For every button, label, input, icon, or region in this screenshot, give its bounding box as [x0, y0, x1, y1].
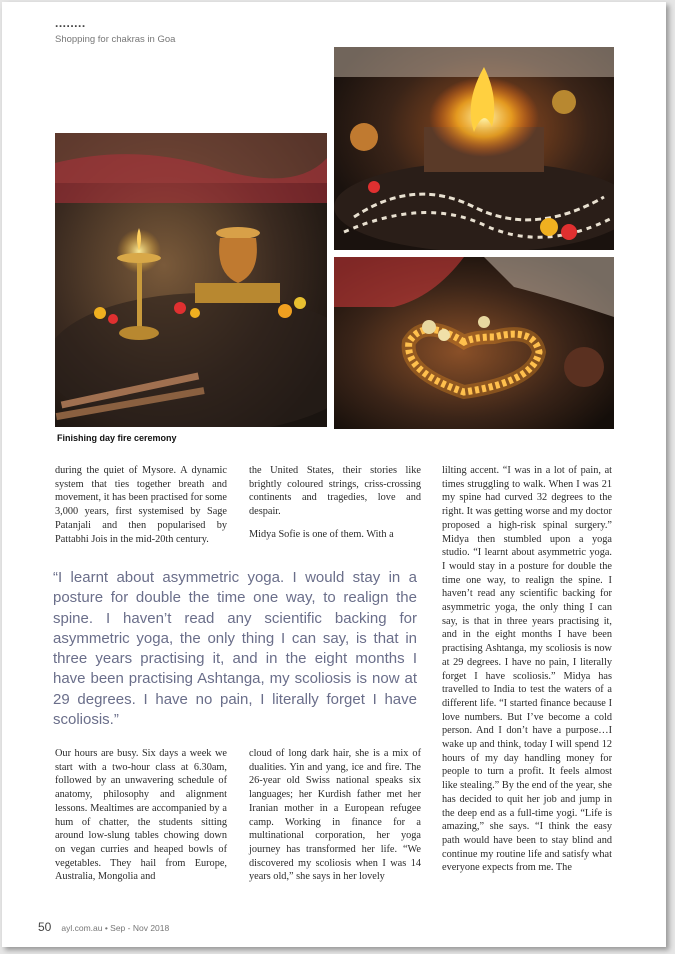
paragraph: cloud of long dark hair, she is a mix of dualities. Yin and yang, ice and fire. The 26-year old Swiss national speaks six languages; her Kurdish father met her Iranian mother in a European refugee camp. Working in finance for a multinational corporation, her yoga journey has transformed her life. “We discovered my scoliosis when I was 14 years old,” she says in her lovely	[249, 748, 421, 883]
column-2-bottom	[249, 747, 421, 893]
paragraph: Midya Sofie is one of them. With a	[249, 528, 394, 540]
section-title: Shopping for chakras in Goa	[55, 34, 176, 45]
paragraph: lilting accent. “I was in a lot of pain, at times struggling to walk. When I was 21 my spine had curved 32 degrees to the right. It was getting worse and my doctor proposed a high-risk spinal surgery.” Midya then stumbled upon a yoga studio. “I learnt about asymmetric yoga. I would stay in a posture for double the time one way, to realign the spine. I haven’t read any scientific backing for asymmetric yoga, the only thing I can say, is that in three years practising it, and in the eight months I have been practising Ashtanga, my scoliosis is now at 29 degrees. I have no pain, I literally forget I have scoliosis.” Midya has travelled to India to test the waters of a different life. “I started finance because I love numbers. But I’ve become a cold person. And I don’t have a purpose…I wake up and think, today I will spend 12 hours of my day handling money for people to turn a profit. It feels almost like stealing.” By the end of the year, she has decided to quit her job and jump in the deep end as a full-time yogi. “Life is amazing,” she says. “I think the easy path would have been to stay blind and continue my routine life and satisfy what everyone expects from me. The	[442, 465, 612, 874]
page-number: 50	[38, 920, 52, 934]
paragraph: during the quiet of Mysore. A dynamic system that ties together breath and movement, it has been practised for some 3,000 years, first systemised by Sage Patanjali and then popularised by Pattabhi Jois in the mid-20th century.	[55, 465, 227, 545]
column-3	[442, 464, 612, 884]
magazine-page	[2, 2, 666, 947]
page-footer	[38, 918, 169, 936]
photo-candle-heart	[334, 257, 614, 429]
column-2-top	[249, 464, 421, 551]
paragraph: Our hours are busy. Six days a week we start with a two-hour class at 6.30am, followed by an unwavering schedule of anatomy, philosophy and alignment lessons. Mealtimes are accompanied by a hum of chatter, the students sitting around low-slung tables chowing down on vegan curries and heaped bowls of vegetables. They hail from Europe, Australia, Mongolia and	[55, 748, 227, 883]
paragraph: the United States, their stories like brightly coloured strings, criss-crossing continents and tragedies, love and despair.	[249, 465, 421, 518]
photo-fire-altar	[334, 47, 614, 250]
section-dots: ........	[55, 16, 86, 30]
photo-brass-lamp	[55, 133, 327, 427]
photo-caption: Finishing day fire ceremony	[57, 433, 177, 443]
column-1-top	[55, 464, 227, 555]
pull-quote: “I learnt about asymmetric yoga. I would stay in a posture for double the time one way, to realign the spine. I haven’t read any scientific backing for asymmetric yoga, the only thing I can say, is that in three years practising it, and in the eight months I have been practising Ashtanga, my scoliosis is now at 29 degrees. I have no pain, I literally forget I have scoliosis.”	[53, 569, 417, 729]
publication-info: ayl.com.au • Sep - Nov 2018	[61, 923, 170, 933]
column-1-bottom	[55, 747, 227, 893]
